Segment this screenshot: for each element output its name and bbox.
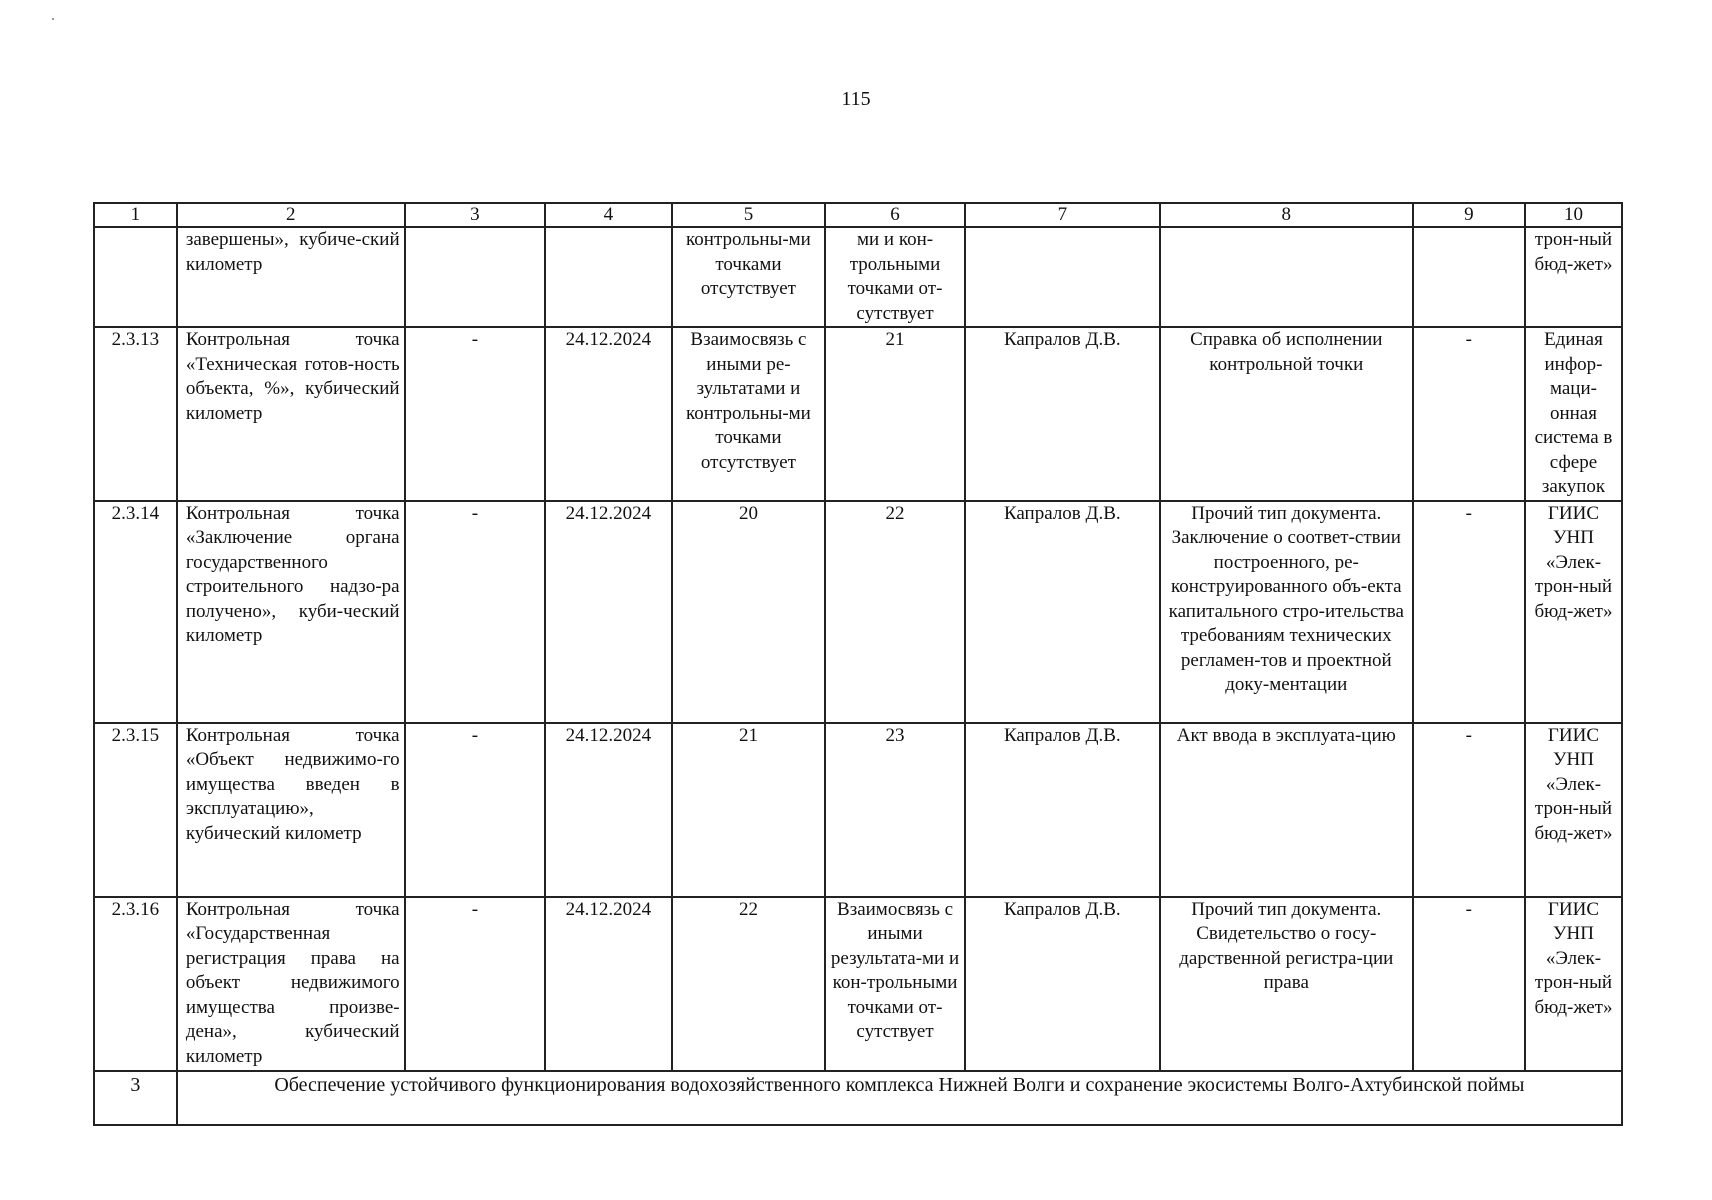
column-header: 6 [825, 203, 965, 227]
predecessor-cell: 22 [672, 897, 826, 1071]
column-header: 3 [405, 203, 546, 227]
table-row [94, 897, 1622, 1071]
row-number-cell: 2.3.15 [94, 723, 177, 897]
responsible-cell: Капралов Д.В. [965, 327, 1160, 501]
section-row [94, 1071, 1622, 1125]
results-table [93, 202, 1623, 1126]
responsible-cell: Капралов Д.В. [965, 723, 1160, 897]
name-cell: завершены», кубиче-ский километр [177, 227, 405, 327]
table-row [94, 723, 1622, 897]
row-number-cell: 2.3.14 [94, 501, 177, 723]
column-header: 10 [1525, 203, 1622, 227]
responsible-cell: Капралов Д.В. [965, 897, 1160, 1071]
page-number: 115 [841, 88, 871, 110]
system-cell: трон-ный бюд-жет» [1525, 227, 1622, 327]
predecessor-cell: 21 [672, 723, 826, 897]
base-value-cell: - [405, 501, 546, 723]
name-cell: Контрольная точка «Заключение органа государственного строительного надзо-ра получено», куби-ческий километр [177, 501, 405, 723]
column-header: 8 [1160, 203, 1413, 227]
table-header-row [94, 203, 1622, 227]
document-cell: Справка об исполнении контрольной точки [1160, 327, 1413, 501]
base-value-cell: - [405, 897, 546, 1071]
section-title-cell: Обеспечение устойчивого функционирования водохозяйственного комплекса Нижней Волги и сохранение экосистемы Волго-Ахтубинской поймы [177, 1071, 1622, 1125]
successor-cell: ми и кон-трольными точками от-сутствует [825, 227, 965, 327]
date-cell: 24.12.2024 [545, 897, 671, 1071]
predecessor-cell: 20 [672, 501, 826, 723]
table-row [94, 327, 1622, 501]
level-cell: - [1413, 723, 1525, 897]
responsible-cell: Капралов Д.В. [965, 501, 1160, 723]
table-row [94, 227, 1622, 327]
row-number-cell [94, 227, 177, 327]
column-header: 9 [1413, 203, 1525, 227]
section-number-cell: 3 [94, 1071, 177, 1125]
system-cell: Единая инфор-маци-онная система в сфере закупок [1525, 327, 1622, 501]
date-cell: 24.12.2024 [545, 501, 671, 723]
column-header: 2 [177, 203, 405, 227]
level-cell [1413, 227, 1525, 327]
name-cell: Контрольная точка «Объект недвижимо-го имущества введен в эксплуатацию», кубический километр [177, 723, 405, 897]
name-cell: Контрольная точка «Государственная регистрация права на объект недвижимого имущества произве-дена», кубический километр [177, 897, 405, 1071]
successor-cell: 22 [825, 501, 965, 723]
predecessor-cell: Взаимосвязь с иными ре-зультатами и контрольны-ми точками отсутствует [672, 327, 826, 501]
name-cell: Контрольная точка «Техническая готов-ность объекта, %», кубический километр [177, 327, 405, 501]
column-header: 1 [94, 203, 177, 227]
level-cell: - [1413, 501, 1525, 723]
base-value-cell: - [405, 327, 546, 501]
level-cell: - [1413, 327, 1525, 501]
row-number-cell: 2.3.13 [94, 327, 177, 501]
system-cell: ГИИС УНП «Элек-трон-ный бюд-жет» [1525, 723, 1622, 897]
successor-cell: Взаимосвязь с иными результата-ми и кон-трольными точками от-сутствует [825, 897, 965, 1071]
date-cell: 24.12.2024 [545, 327, 671, 501]
base-value-cell: - [405, 723, 546, 897]
column-header: 4 [545, 203, 671, 227]
responsible-cell [965, 227, 1160, 327]
document-cell: Прочий тип документа. Свидетельство о госу-дарственной регистра-ции права [1160, 897, 1413, 1071]
table-row [94, 501, 1622, 723]
document-cell: Акт ввода в эксплуата-цию [1160, 723, 1413, 897]
date-cell [545, 227, 671, 327]
document-cell [1160, 227, 1413, 327]
successor-cell: 23 [825, 723, 965, 897]
system-cell: ГИИС УНП «Элек-трон-ный бюд-жет» [1525, 897, 1622, 1071]
row-number-cell: 2.3.16 [94, 897, 177, 1071]
scan-speck [52, 18, 54, 20]
date-cell: 24.12.2024 [545, 723, 671, 897]
column-header: 7 [965, 203, 1160, 227]
successor-cell: 21 [825, 327, 965, 501]
document-cell: Прочий тип документа. Заключение о соответ-ствии построенного, ре-конструированного объ-екта капитального стро-ительства требованиям технических регламен-тов и проектной доку-ментации [1160, 501, 1413, 723]
column-header: 5 [672, 203, 826, 227]
predecessor-cell: контрольны-ми точками отсутствует [672, 227, 826, 327]
system-cell: ГИИС УНП «Элек-трон-ный бюд-жет» [1525, 501, 1622, 723]
level-cell: - [1413, 897, 1525, 1071]
base-value-cell [405, 227, 546, 327]
